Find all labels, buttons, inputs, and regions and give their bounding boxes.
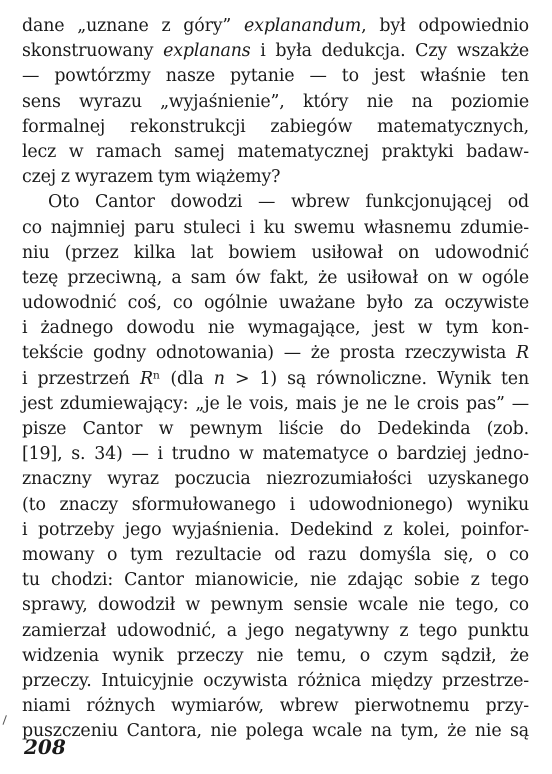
text-line: pisze Cantor w pewnym liście do Dedekinda (zob. bbox=[22, 419, 529, 439]
text-line: dane „uznane z góry” explanandum, był odpowiednio bbox=[22, 16, 529, 36]
text-line: — powtórzmy nasze pytanie — to jest właśnie ten bbox=[22, 66, 529, 87]
paragraph-1 bbox=[22, 14, 529, 190]
text-line: i przestrzeń Rⁿ (dla n > 1) są równoliczne. Wynik ten bbox=[22, 368, 529, 389]
text-line: puszczeniu Cantora, nie polega wcale na tym, że nie są bbox=[22, 721, 529, 742]
text-line: sprawy, dowodził w pewnym sensie wcale nie tego, co bbox=[22, 595, 529, 616]
text-line: tu chodzi: Cantor mianowicie, nie zdając sobie z tego bbox=[22, 570, 529, 591]
text-line: [19], s. 34) — i trudno w matematyce o bardziej jedno- bbox=[22, 444, 529, 465]
text-line: Oto Cantor dowodzi — wbrew funkcjonującej od bbox=[48, 192, 529, 213]
text-line: i potrzeby jego wyjaśnienia. Dedekind z kolei, poinfor- bbox=[22, 519, 529, 540]
text-line: co najmniej paru stuleci i ku swemu własnemu zdumie- bbox=[22, 217, 529, 238]
document-page bbox=[22, 14, 529, 744]
text-line: przeczy. Intuicyjnie oczywista różnica między przestrze- bbox=[22, 670, 529, 691]
text-line: niu (przez kilka lat bowiem usiłował on udowodnić bbox=[22, 242, 529, 263]
text-line: mowany o tym rezultacie od razu domyśla się, o co bbox=[22, 544, 529, 565]
text-line: formalnej rekonstrukcji zabiegów matematycznych, bbox=[22, 116, 529, 137]
text-line: zamierzał udowodnić, a jego negatywny z tego punktu bbox=[22, 620, 529, 641]
text-line: czej z wyrazem tym wiążemy? bbox=[22, 167, 281, 188]
text-line: znaczny wyraz poczucia niezrozumiałości uzyskanego bbox=[22, 469, 529, 490]
paragraph-2 bbox=[22, 190, 529, 744]
margin-mark bbox=[3, 715, 13, 727]
text-line: tekście godny odnotowania) — że prosta rzeczywista R bbox=[22, 343, 529, 364]
text-line: tezę przeciwną, a sam ów fakt, że usiłował on w ogóle bbox=[22, 267, 529, 288]
text-line: sens wyrazu „wyjaśnienie”, który nie na poziomie bbox=[22, 91, 529, 112]
text-line: udowodnić coś, co ogólnie uważane było za oczywiste bbox=[22, 293, 529, 314]
text-line: lecz w ramach samej matematycznej praktyki badaw- bbox=[22, 141, 529, 162]
text-line: i żadnego dowodu nie wymagające, jest w tym kon- bbox=[22, 318, 529, 339]
text-line: niami różnych wymiarów, wbrew pierwotnemu przy- bbox=[22, 696, 529, 717]
text-line: widzenia wynik przeczy nie temu, o czym sądził, że bbox=[22, 645, 529, 666]
text-line: (to znaczy sformułowanego i udowodnionego) wyniku bbox=[22, 494, 529, 515]
text-line: skonstruowany explanans i była dedukcja. Czy wszakże bbox=[22, 41, 529, 62]
page-number: 208 bbox=[24, 735, 66, 759]
text-line: jest zdumiewający: „je le vois, mais je ne le crois pas” — bbox=[22, 393, 529, 414]
